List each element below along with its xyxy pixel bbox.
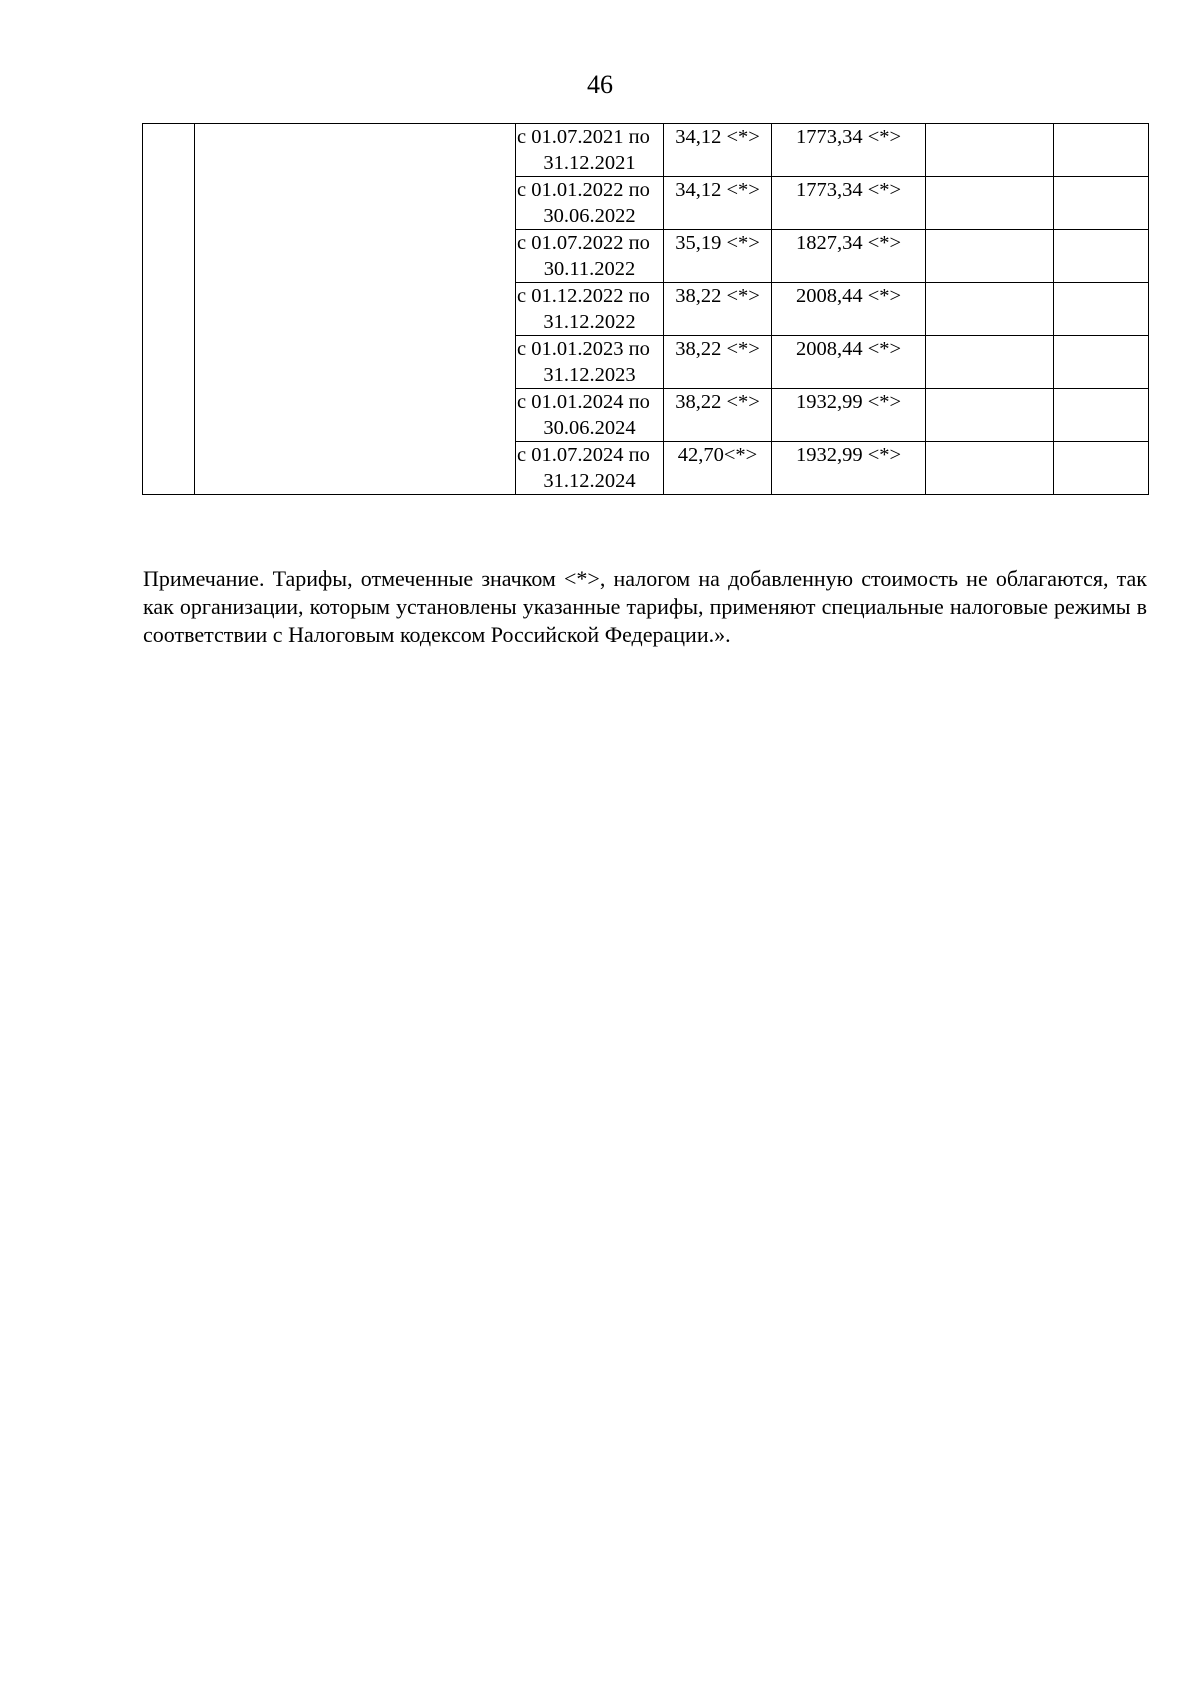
extra-cell-1 [926, 230, 1054, 283]
extra-cell-2 [1054, 389, 1149, 442]
period-end: 30.11.2022 [543, 258, 636, 280]
period-cell [516, 230, 664, 283]
period-end: 31.12.2024 [543, 470, 636, 492]
value-cell: 1932,99 <*> [772, 442, 926, 495]
rate-cell: 34,12 <*> [664, 177, 772, 230]
extra-cell-1 [926, 283, 1054, 336]
period-start: с 01.01.2022 по [517, 179, 650, 201]
extra-cell-1 [926, 177, 1054, 230]
value-cell: 2008,44 <*> [772, 283, 926, 336]
period-start: с 01.07.2024 по [517, 444, 650, 466]
extra-cell-2 [1054, 442, 1149, 495]
rate-cell: 35,19 <*> [664, 230, 772, 283]
period-start: с 01.12.2022 по [517, 285, 650, 307]
period-start: с 01.07.2022 по [517, 232, 650, 254]
extra-cell-1 [926, 442, 1054, 495]
value-cell: 1827,34 <*> [772, 230, 926, 283]
extra-cell-2 [1054, 283, 1149, 336]
rate-cell: 42,70<*> [664, 442, 772, 495]
extra-cell-2 [1054, 177, 1149, 230]
period-end: 31.12.2021 [543, 152, 636, 174]
row-number-cell [143, 124, 195, 495]
extra-cell-1 [926, 124, 1054, 177]
rate-cell: 38,22 <*> [664, 283, 772, 336]
tariff-table [142, 123, 1149, 495]
extra-cell-1 [926, 336, 1054, 389]
period-end: 30.06.2022 [543, 205, 636, 227]
value-cell: 2008,44 <*> [772, 336, 926, 389]
period-cell [516, 124, 664, 177]
page-number: 46 [587, 70, 613, 99]
extra-cell-2 [1054, 230, 1149, 283]
period-cell [516, 336, 664, 389]
period-end: 30.06.2024 [543, 417, 636, 439]
period-cell [516, 283, 664, 336]
rate-cell: 38,22 <*> [664, 336, 772, 389]
period-cell [516, 177, 664, 230]
period-end: 31.12.2023 [543, 364, 636, 386]
period-cell [516, 389, 664, 442]
value-cell: 1773,34 <*> [772, 124, 926, 177]
table-row [143, 124, 1149, 177]
period-end: 31.12.2022 [543, 311, 636, 333]
extra-cell-1 [926, 389, 1054, 442]
period-start: с 01.07.2021 по [517, 126, 650, 148]
rate-cell: 38,22 <*> [664, 389, 772, 442]
note-paragraph: Примечание. Тарифы, отмеченные значком <*>, налогом на добавленную стоимость не облагаются, так как организации, которым установлены указанные тарифы, применяют специальные налоговые режимы в соответствии с Налоговым кодексом Российской Федерации.». [143, 566, 1147, 647]
extra-cell-2 [1054, 336, 1149, 389]
period-cell [516, 442, 664, 495]
rate-cell: 34,12 <*> [664, 124, 772, 177]
value-cell: 1773,34 <*> [772, 177, 926, 230]
period-start: с 01.01.2023 по [517, 338, 650, 360]
value-cell: 1932,99 <*> [772, 389, 926, 442]
period-start: с 01.01.2024 по [517, 391, 650, 413]
extra-cell-2 [1054, 124, 1149, 177]
name-cell [195, 124, 516, 495]
